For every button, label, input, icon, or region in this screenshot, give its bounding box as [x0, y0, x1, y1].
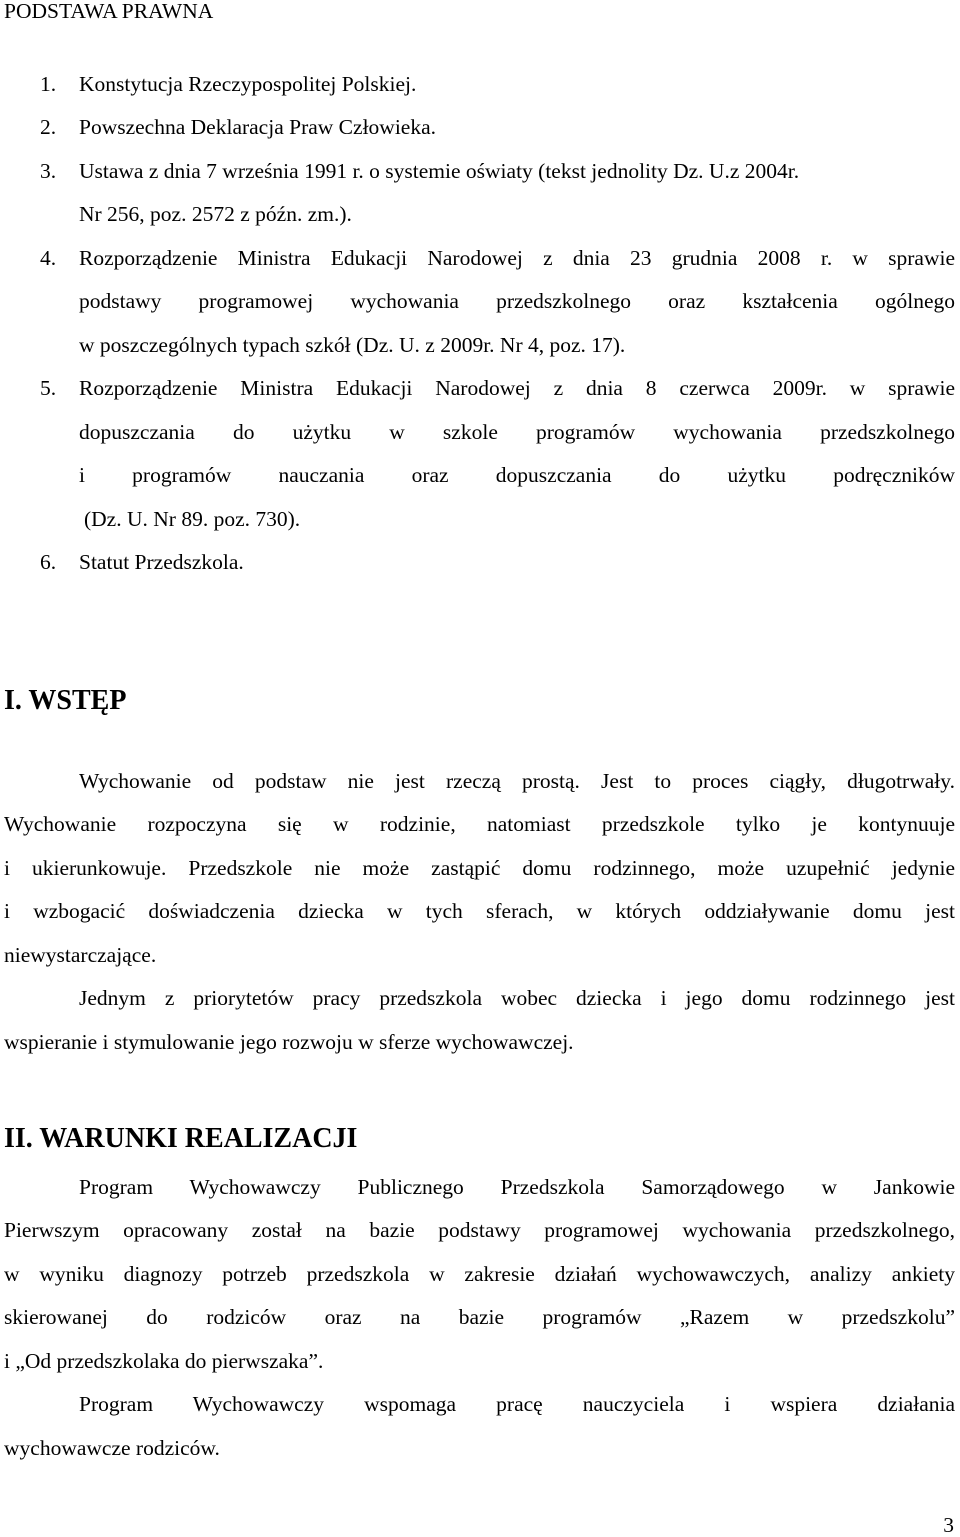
- paragraph-line: niewystarczające.: [4, 943, 157, 967]
- list-item-text: (Dz. U. Nr 89. poz. 730).: [84, 507, 301, 531]
- list-item-number: 6.: [40, 550, 57, 574]
- section-heading-intro: I. WSTĘP: [4, 685, 127, 716]
- list-item-number: 5.: [40, 376, 57, 400]
- list-item-text: i programów nauczania oraz dopuszczania do użytku podręczników: [79, 463, 955, 487]
- paragraph-line: wspieranie i stymulowanie jego rozwoju w sferze wychowawczej.: [4, 1030, 574, 1054]
- paragraph-line: i wzbogacić doświadczenia dziecka w tych sferach, w których oddziaływanie domu jest: [4, 899, 955, 923]
- paragraph-line: Jednym z priorytetów pracy przedszkola wobec dziecka i jego domu rodzinnego jest: [79, 986, 955, 1010]
- paragraph-line: skierowanej do rodziców oraz na bazie programów „Razem w przedszkolu”: [4, 1305, 955, 1329]
- list-item-text: dopuszczania do użytku w szkole programów wychowania przedszkolnego: [79, 420, 955, 444]
- list-item-number: 2.: [40, 115, 57, 139]
- list-item-number: 3.: [40, 159, 57, 183]
- list-item-text: Statut Przedszkola.: [79, 550, 244, 574]
- list-item-text: Ustawa z dnia 7 września 1991 r. o systemie oświaty (tekst jednolity Dz. U.z 2004r.: [79, 159, 800, 183]
- paragraph-line: Program Wychowawczy Publicznego Przedszkola Samorządowego w Jankowie: [79, 1175, 955, 1199]
- paragraph-line: i „Od przedszkolaka do pierwszaka”.: [4, 1349, 324, 1373]
- list-item-text: podstawy programowej wychowania przedszkolnego oraz kształcenia ogólnego: [79, 289, 955, 313]
- list-item-number: 1.: [40, 72, 57, 96]
- list-item-text: w poszczególnych typach szkół (Dz. U. z 2009r. Nr 4, poz. 17).: [79, 333, 626, 357]
- list-item-text: Konstytucja Rzeczypospolitej Polskiej.: [79, 72, 417, 96]
- list-item-text: Rozporządzenie Ministra Edukacji Narodowej z dnia 23 grudnia 2008 r. w sprawie: [79, 246, 955, 270]
- paragraph-line: Pierwszym opracowany został na bazie podstawy programowej wychowania przedszkolnego,: [4, 1218, 955, 1242]
- paragraph-line: Wychowanie od podstaw nie jest rzeczą prostą. Jest to proces ciągły, długotrwały.: [79, 769, 955, 793]
- list-item-text: Powszechna Deklaracja Praw Człowieka.: [79, 115, 436, 139]
- page-title: PODSTAWA PRAWNA: [4, 0, 214, 23]
- page-number: 3: [943, 1513, 954, 1537]
- list-item-number: 4.: [40, 246, 57, 270]
- list-item-text: Nr 256, poz. 2572 z późn. zm.).: [79, 202, 352, 226]
- paragraph-line: Wychowanie rozpoczyna się w rodzinie, natomiast przedszkole tylko je kontynuuje: [4, 812, 955, 836]
- paragraph-line: i ukierunkowuje. Przedszkole nie może zastąpić domu rodzinnego, może uzupełnić jedynie: [4, 856, 955, 880]
- section-heading-conditions: II. WARUNKI REALIZACJI: [4, 1123, 358, 1154]
- paragraph-line: Program Wychowawczy wspomaga pracę nauczyciela i wspiera działania: [79, 1392, 955, 1416]
- paragraph-line: w wyniku diagnozy potrzeb przedszkola w zakresie działań wychowawczych, analizy ankiety: [4, 1262, 955, 1286]
- paragraph-line: wychowawcze rodziców.: [4, 1436, 220, 1460]
- list-item-text: Rozporządzenie Ministra Edukacji Narodowej z dnia 8 czerwca 2009r. w sprawie: [79, 376, 955, 400]
